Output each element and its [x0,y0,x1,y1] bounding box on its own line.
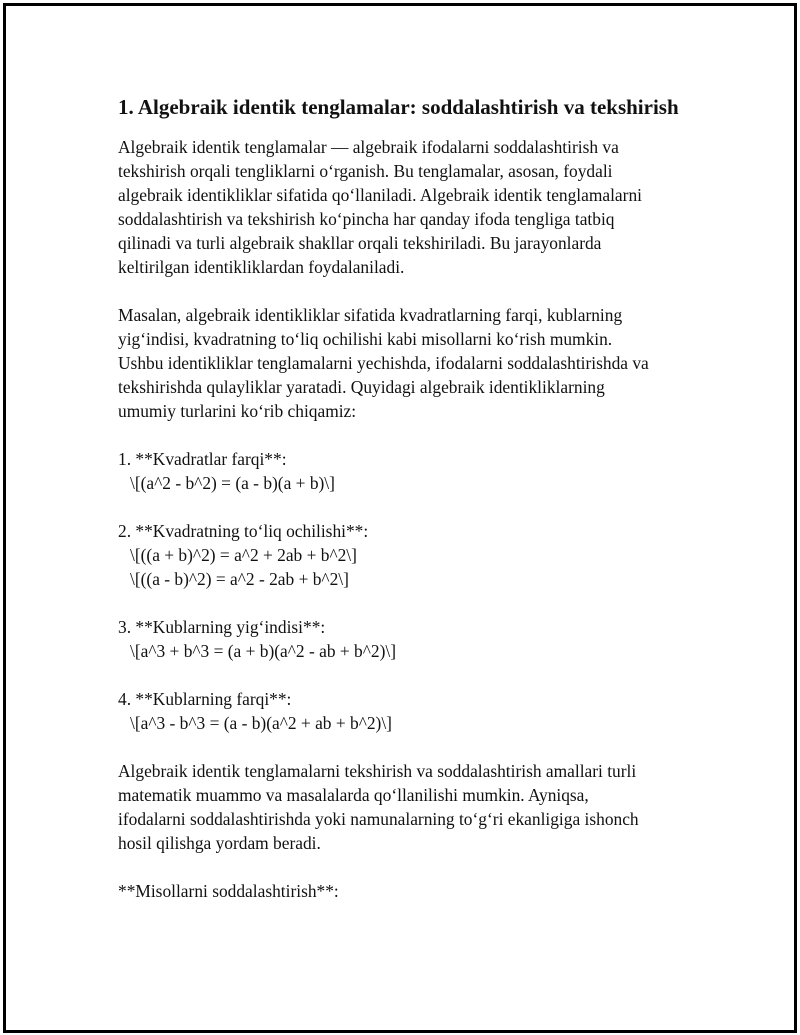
identity-title: 4. **Kublarning farqi**: [118,689,292,709]
intro-line: soddalashtirish va tekshirish ko‘pincha har qanday ifoda tengliga tatbiq [118,209,615,229]
identity-title: 3. **Kublarning yig‘indisi**: [118,617,326,637]
identity-formula: \[a^3 + b^3 = (a + b)(a^2 - ab + b^2)\] [130,641,396,661]
examples-subheading [118,879,718,903]
intro-line: algebraik identikliklar sifatida qo‘llaniladi. Algebraik identik tenglamalarni [118,185,642,205]
identity-item-square-expansion [118,519,718,591]
intro-line: tekshirish orqali tengliklarni o‘rganish. Bu tenglamalar, asosan, foydali [118,161,613,181]
examples-line: yig‘indisi, kvadratning to‘liq ochilishi kabi misollarni ko‘rish mumkin. [118,329,613,349]
examples-line: umumiy turlarini ko‘rib chiqamiz: [118,401,357,421]
examples-line: Masalan, algebraik identikliklar sifatida kvadratlarning farqi, kublarning [118,305,623,325]
examples-line: tekshirishda qulayliklar yaratadi. Quyidagi algebraik identikliklarning [118,377,605,397]
intro-paragraph [118,135,718,279]
identity-title: 1. **Kvadratlar farqi**: [118,449,287,469]
intro-line: qilinadi va turli algebraik shakllar orqali tekshiriladi. Bu jarayonlarda [118,233,602,253]
examples-paragraph [118,303,718,423]
closing-line: hosil qilishga yordam beradi. [118,833,321,853]
section-heading: 1. Algebraik identik tenglamalar: soddalashtirish va tekshirish [118,95,679,119]
identity-title: 2. **Kvadratning to‘liq ochilishi**: [118,521,369,541]
examples-line: Ushbu identikliklar tenglamalarni yechishda, ifodalarni soddalashtirishda va [118,353,649,373]
identity-formula: \[((a - b)^2) = a^2 - 2ab + b^2\] [130,569,349,589]
identity-formula: \[a^3 - b^3 = (a - b)(a^2 + ab + b^2)\] [130,713,392,733]
identity-item-sum-of-cubes [118,615,718,663]
identity-formula: \[((a + b)^2) = a^2 + 2ab + b^2\] [130,545,357,565]
identity-item-difference-of-cubes [118,687,718,735]
intro-line: keltirilgan identikliklardan foydalaniladi. [118,257,405,277]
identity-item-difference-of-squares [118,447,718,495]
intro-line: Algebraik identik tenglamalar — algebraik ifodalarni soddalashtirish va [118,137,619,157]
closing-paragraph [118,759,718,855]
document-body [118,94,718,903]
closing-line: Algebraik identik tenglamalarni tekshirish va soddalashtirish amallari turli [118,761,637,781]
closing-line: ifodalarni soddalashtirishda yoki namunalarning to‘g‘ri ekanligiga ishonch [118,809,639,829]
closing-line: matematik muammo va masalalarda qo‘llanilishi mumkin. Ayniqsa, [118,785,589,805]
subheading-text: **Misollarni soddalashtirish**: [118,881,339,901]
identity-formula: \[(a^2 - b^2) = (a - b)(a + b)\] [130,473,335,493]
